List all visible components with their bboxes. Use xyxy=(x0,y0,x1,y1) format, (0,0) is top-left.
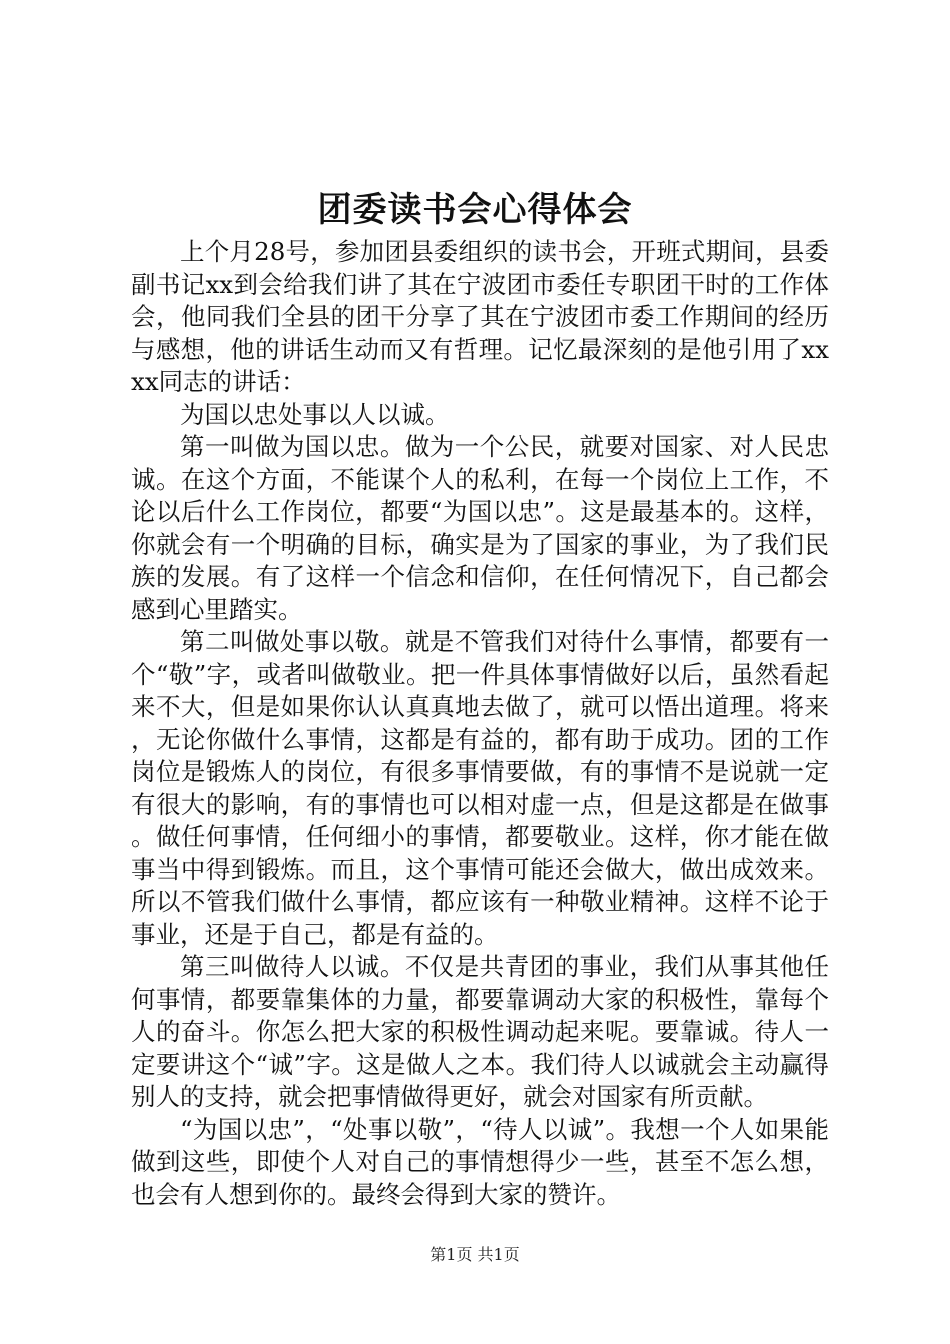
document-body xyxy=(131,236,829,1211)
document-title: 团委读书会心得体会 xyxy=(317,190,633,230)
paragraph-intro: 上个月28号，参加团县委组织的读书会，开班式期间，县委副书记xx到会给我们讲了其在宁波团市委任专职团干时的工作体会，他同我们全县的团干分享了其在宁波团市委工作期间的经历与感想，他的讲话生动而又有哲理。记忆最深刻的是他引用了xxxx同志的讲话： xyxy=(131,237,829,396)
paragraph-third-point: 第三叫做待人以诚。不仅是共青团的事业，我们从事其他任何事情，都要靠集体的力量，都要靠调动大家的积极性，靠每个人的奋斗。你怎么把大家的积极性调动起来呢。要靠诚。待人一定要讲这个“诚”字。这是做人之本。我们待人以诚就会主动赢得别人的支持，就会把事情做得更好，就会对国家有所贡献。 xyxy=(131,952,829,1111)
paragraph-first-point: 第一叫做为国以忠。做为一个公民，就要对国家、对人民忠诚。在这个方面，不能谋个人的私利，在每一个岗位上工作，不论以后什么工作岗位，都要“为国以忠”。这是最基本的。这样，你就会有一个明确的目标，确实是为了国家的事业，为了我们民族的发展。有了这样一个信念和信仰，在任何情况下，自己都会感到心里踏实。 xyxy=(131,432,829,624)
page-number-footer: 第1页 共1页 xyxy=(430,1245,520,1264)
paragraph-conclusion: “为国以忠”，“处事以敬”，“待人以诚”。我想一个人如果能做到这些，即使个人对自己的事情想得少一些，甚至不怎么想，也会有人想到你的。最终会得到大家的赞许。 xyxy=(131,1114,829,1209)
paragraph-quote: 为国以忠处事以人以诚。 xyxy=(180,399,450,429)
paragraph-second-point: 第二叫做处事以敬。就是不管我们对待什么事情，都要有一个“敬”字，或者叫做敬业。把一件具体事情做好以后，虽然看起来不大，但是如果你认认真真地去做了，就可以悟出道理。将来，无论你做什么事情，这都是有益的，都有助于成功。团的工作岗位是锻炼人的岗位，有很多事情要做，有的事情不是说就一定有很大的影响，有的事情也可以相对虚一点，但是这都是在做事。做任何事情，任何细小的事情，都要敬业。这样，你才能在做事当中得到锻炼。而且，这个事情可能还会做大，做出成效来。所以不管我们做什么事情，都应该有一种敬业精神。这样不论于事业，还是于自己，都是有益的。 xyxy=(131,627,829,949)
